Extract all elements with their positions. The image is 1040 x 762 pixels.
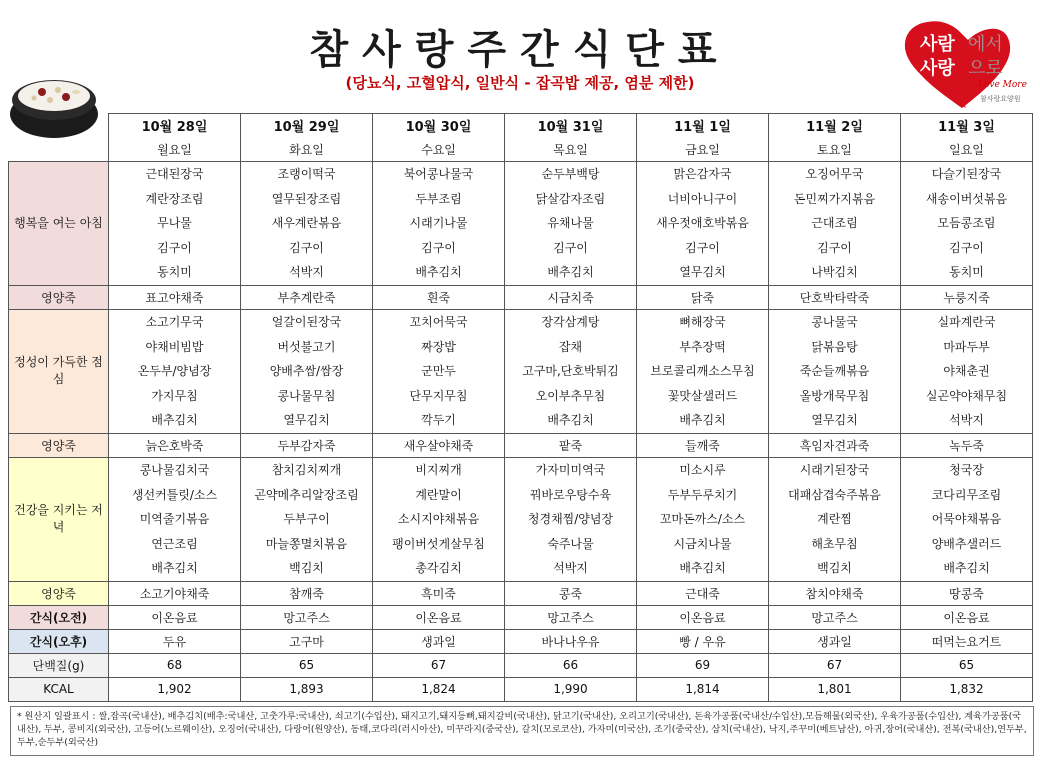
logo-org-name: 참사랑요양원 (980, 95, 1021, 103)
breakfast-dish: 근대된장국 (145, 167, 204, 181)
dinner-dish: 배추김치 (151, 561, 198, 576)
dinner-porridge: 근대죽 (637, 581, 769, 605)
day-weekday: 금요일 (637, 138, 769, 162)
breakfast-dish: 김구이 (157, 240, 192, 255)
breakfast-dish: 석박지 (289, 265, 324, 280)
lunch-dish: 야채비빔밥 (145, 339, 204, 354)
breakfast-dish: 나박김치 (811, 265, 858, 280)
lunch-porridge: 새우살야채죽 (373, 433, 505, 457)
lunch-dish: 소고기무국 (145, 314, 204, 329)
lunch-menu-cell (637, 309, 769, 433)
kcal-value: 1,824 (373, 677, 505, 701)
dinner-dish: 미소시루 (679, 462, 726, 477)
lunch-dish: 브로콜리깨소스무침 (650, 364, 755, 379)
breakfast-dish: 새우젓애호박볶음 (656, 216, 749, 231)
origin-footnote: * 원산지 일괄표시 : 쌀,잡곡(국내산), 배추김치(배추:국내산, 고춧가루:국내산), 쇠고기(수입산), 돼지고기,돼지등뼈,돼지갈비(국내산), 닭고기(국내산), 오리고기(국내산), 돈육가공품(국내산/수입산),모듬해물(외국산), 우육가공품(수입산), 계육가공품(국내산), 두부, 콩비지(외국산), 고등어(노르웨이산), 오징어(국내산), 다랑어(원양산), 동태,코다리(러시아산), 미꾸라지(중국산), 갈치(모로코산), 가자미(미국산), 조기(중국산), 삼치(국내산), 낙지,주꾸미(베트남산), 아귀,장어(국내산), 전복(국내산),연두부,두부,순두부(외국산) (10, 706, 1034, 756)
day-weekday: 일요일 (901, 138, 1033, 162)
breakfast-dish: 시래기나물 (409, 216, 468, 231)
lunch-dish: 잡채 (558, 339, 583, 354)
lunch-menu-cell (241, 309, 373, 433)
kcal-label: KCAL (9, 677, 109, 701)
breakfast-porridge: 누룽지죽 (901, 285, 1033, 309)
day-date: 10월 30일 (373, 114, 505, 138)
breakfast-porridge: 시금치죽 (505, 285, 637, 309)
breakfast-menu-cell (901, 162, 1033, 286)
day-date: 11월 2일 (769, 114, 901, 138)
breakfast-dish: 맑은감자국 (673, 167, 732, 181)
dinner-dish: 소시지야채볶음 (397, 512, 480, 527)
breakfast-dish: 열무김치 (679, 265, 726, 280)
breakfast-dish: 배추김치 (547, 265, 594, 280)
breakfast-dish: 근대조림 (811, 216, 858, 231)
lunch-dish: 꼬치어묵국 (409, 314, 468, 329)
page-subtitle: (당뇨식, 고혈압식, 일반식 - 잡곡밥 제공, 염분 제한) (345, 74, 695, 92)
breakfast-menu-cell (109, 162, 241, 286)
snack_pm-value: 바나나우유 (505, 629, 637, 653)
lunch-menu-cell (373, 309, 505, 433)
day-date: 11월 1일 (637, 114, 769, 138)
breakfast-dish: 배추김치 (415, 265, 462, 280)
dinner-dish: 백김치 (289, 561, 324, 576)
breakfast-dish: 유채나물 (547, 216, 594, 231)
lunch-dish: 야채춘권 (943, 364, 990, 379)
protein-value: 65 (901, 653, 1033, 677)
snack_pm-value: 떠먹는요거트 (901, 629, 1033, 653)
kcal-value: 1,990 (505, 677, 637, 701)
dinner-menu-cell (241, 457, 373, 581)
breakfast-porridge-label: 영양죽 (9, 285, 109, 309)
lunch-dish: 마파두부 (943, 339, 990, 354)
dinner-dish: 석박지 (553, 561, 588, 576)
breakfast-menu-cell (637, 162, 769, 286)
snack_am-value: 이온음료 (373, 605, 505, 629)
breakfast-label: 행복을 여는 아침 (9, 162, 109, 286)
breakfast-dish: 동치미 (157, 265, 192, 280)
dinner-dish: 두부두루치기 (667, 487, 738, 502)
dinner-menu-cell (637, 457, 769, 581)
breakfast-dish: 돈민찌가지볶음 (793, 191, 876, 206)
dinner-porridge: 땅콩죽 (901, 581, 1033, 605)
logo-tagline: Love More (978, 80, 1027, 90)
logo-text-2b: 으로 (968, 58, 1003, 79)
dinner-dish: 해초무침 (811, 536, 858, 551)
breakfast-dish: 김구이 (553, 240, 588, 255)
breakfast-menu-cell (241, 162, 373, 286)
snack_pm-value: 두유 (109, 629, 241, 653)
snack_pm-value: 생과일 (373, 629, 505, 653)
day-weekday: 토요일 (769, 138, 901, 162)
breakfast-dish: 조랭이떡국 (277, 167, 336, 181)
breakfast-dish: 닭살감자조림 (535, 191, 606, 206)
dinner-dish: 비지찌개 (415, 462, 462, 477)
kcal-value: 1,893 (241, 677, 373, 701)
day-weekday: 목요일 (505, 138, 637, 162)
lunch-menu-cell (769, 309, 901, 433)
day-weekday: 수요일 (373, 138, 505, 162)
day-weekday: 월요일 (109, 138, 241, 162)
dinner-menu-cell (373, 457, 505, 581)
lunch-menu-cell (109, 309, 241, 433)
dinner-porridge: 콩죽 (505, 581, 637, 605)
snack_pm-value: 생과일 (769, 629, 901, 653)
dinner-dish: 두부구이 (283, 512, 330, 527)
day-date: 11월 3일 (901, 114, 1033, 138)
dinner-dish: 총각김치 (415, 561, 462, 576)
header-corner-2 (9, 138, 109, 162)
snack_am-value: 이온음료 (109, 605, 241, 629)
lunch-porridge: 두부감자죽 (241, 433, 373, 457)
dinner-dish: 백김치 (817, 561, 852, 576)
dinner-dish: 코다리무조림 (931, 487, 1002, 502)
protein-value: 67 (769, 653, 901, 677)
lunch-dish: 짜장밥 (421, 339, 456, 354)
breakfast-menu-cell (373, 162, 505, 286)
lunch-dish: 뼈해장국 (679, 314, 726, 329)
lunch-dish: 죽순들깨볶음 (799, 364, 870, 379)
lunch-dish: 단무지무침 (409, 388, 468, 403)
dinner-dish: 연근조림 (151, 536, 198, 551)
snack_am-value: 망고주스 (769, 605, 901, 629)
dinner-menu-cell (901, 457, 1033, 581)
dinner-dish: 배추김치 (943, 561, 990, 576)
lunch-label: 정성이 가득한 점심 (9, 309, 109, 433)
header-corner (9, 114, 109, 138)
breakfast-dish: 북어콩나물국 (403, 167, 474, 181)
lunch-dish: 부추장떡 (679, 339, 726, 354)
lunch-porridge: 녹두죽 (901, 433, 1033, 457)
dinner-dish: 시금치나물 (673, 536, 732, 551)
lunch-dish: 고구마,단호박튀김 (522, 364, 619, 379)
breakfast-dish: 계란장조림 (145, 191, 204, 206)
breakfast-dish: 열무된장조림 (271, 191, 342, 206)
dinner-menu-cell (769, 457, 901, 581)
lunch-dish: 실파계란국 (937, 314, 996, 329)
lunch-dish: 꽃맛살샐러드 (667, 388, 738, 403)
breakfast-dish: 너비아니구이 (667, 191, 738, 206)
dinner-porridge-label: 영양죽 (9, 581, 109, 605)
org-logo (898, 18, 1034, 110)
lunch-dish: 양배추쌈/쌈장 (269, 364, 344, 379)
dinner-porridge: 참치야채죽 (769, 581, 901, 605)
dinner-dish: 시래기된장국 (799, 462, 870, 477)
breakfast-dish: 새송이버섯볶음 (925, 191, 1008, 206)
dinner-dish: 꿔바로우탕수육 (529, 487, 612, 502)
breakfast-menu-cell (769, 162, 901, 286)
breakfast-porridge: 부추계란죽 (241, 285, 373, 309)
dinner-dish: 가자미미역국 (535, 462, 606, 477)
lunch-dish: 올방개묵무침 (799, 388, 870, 403)
snack_am-value: 이온음료 (637, 605, 769, 629)
breakfast-dish: 무나물 (157, 216, 192, 231)
lunch-porridge: 팥죽 (505, 433, 637, 457)
lunch-dish: 열무김치 (811, 413, 858, 428)
lunch-dish: 얼갈이된장국 (271, 314, 342, 329)
dinner-dish: 어묵야채볶음 (931, 512, 1002, 527)
dinner-dish: 계란찜 (817, 512, 852, 527)
snack_pm-value: 고구마 (241, 629, 373, 653)
snack_am-value: 망고주스 (505, 605, 637, 629)
snack_am-value: 망고주스 (241, 605, 373, 629)
protein-value: 69 (637, 653, 769, 677)
lunch-dish: 배추김치 (151, 413, 198, 428)
dinner-dish: 팽이버섯게살무침 (392, 536, 485, 551)
kcal-value: 1,902 (109, 677, 241, 701)
breakfast-dish: 김구이 (289, 240, 324, 255)
breakfast-dish: 동치미 (949, 265, 984, 280)
day-weekday: 화요일 (241, 138, 373, 162)
day-date: 10월 31일 (505, 114, 637, 138)
breakfast-porridge: 단호박타락죽 (769, 285, 901, 309)
dinner-porridge: 소고기야채죽 (109, 581, 241, 605)
lunch-menu-cell (901, 309, 1033, 433)
lunch-dish: 배추김치 (547, 413, 594, 428)
breakfast-dish: 김구이 (817, 240, 852, 255)
protein-value: 68 (109, 653, 241, 677)
breakfast-dish: 김구이 (421, 240, 456, 255)
dinner-dish: 청국장 (949, 462, 984, 477)
lunch-porridge-label: 영양죽 (9, 433, 109, 457)
dinner-label: 건강을 지키는 저녁 (9, 457, 109, 581)
kcal-value: 1,814 (637, 677, 769, 701)
breakfast-dish: 모듬콩조림 (937, 216, 996, 231)
dinner-dish: 생선커틀릿/소스 (131, 487, 218, 502)
breakfast-dish: 두부조림 (415, 191, 462, 206)
logo-text-1b: 에서 (968, 34, 1003, 55)
breakfast-porridge: 흰죽 (373, 285, 505, 309)
lunch-dish: 장각삼계탕 (541, 314, 600, 329)
dinner-dish: 참치김치찌개 (271, 462, 342, 477)
lunch-dish: 콩나물무침 (277, 388, 336, 403)
dinner-dish: 마늘쫑멸치볶음 (265, 536, 348, 551)
dinner-porridge: 참깨죽 (241, 581, 373, 605)
kcal-value: 1,832 (901, 677, 1033, 701)
snack_am-label: 간식(오전) (9, 605, 109, 629)
dinner-menu-cell (109, 457, 241, 581)
breakfast-dish: 새우계란볶음 (271, 216, 342, 231)
lunch-dish: 실곤약야채무침 (925, 388, 1008, 403)
day-date: 10월 29일 (241, 114, 373, 138)
lunch-dish: 닭볶음탕 (811, 339, 858, 354)
dinner-dish: 콩나물김치국 (139, 462, 210, 477)
dinner-dish: 꼬마돈까스/소스 (659, 512, 746, 527)
logo-text-1a: 사람 (920, 34, 955, 55)
snack_pm-label: 간식(오후) (9, 629, 109, 653)
dinner-dish: 청경채찜/양념장 (527, 512, 614, 527)
lunch-dish: 배추김치 (679, 413, 726, 428)
lunch-dish: 열무김치 (283, 413, 330, 428)
protein-value: 67 (373, 653, 505, 677)
snack_pm-value: 빵 / 우유 (637, 629, 769, 653)
breakfast-dish: 다슬기된장국 (931, 167, 1002, 181)
lunch-dish: 콩나물국 (811, 314, 858, 329)
lunch-dish: 오이부추무침 (535, 388, 606, 403)
dinner-dish: 양배추샐러드 (931, 536, 1002, 551)
dinner-dish: 배추김치 (679, 561, 726, 576)
lunch-porridge: 흑임자견과죽 (769, 433, 901, 457)
protein-value: 66 (505, 653, 637, 677)
lunch-dish: 석박지 (949, 413, 984, 428)
lunch-porridge: 늙은호박죽 (109, 433, 241, 457)
lunch-dish: 온두부/양념장 (137, 364, 212, 379)
day-date: 10월 28일 (109, 114, 241, 138)
logo-text-2a: 사랑 (920, 58, 955, 79)
dinner-dish: 대패삼겹숙주볶음 (788, 487, 881, 502)
lunch-dish: 깍두기 (421, 413, 456, 428)
kcal-value: 1,801 (769, 677, 901, 701)
breakfast-porridge: 닭죽 (637, 285, 769, 309)
page-title: 참사랑주간식단표 (309, 27, 731, 73)
breakfast-porridge: 표고야채죽 (109, 285, 241, 309)
lunch-porridge: 들깨죽 (637, 433, 769, 457)
breakfast-dish: 오징어무국 (805, 167, 864, 181)
dinner-dish: 계란말이 (415, 487, 462, 502)
dinner-dish: 곤약메추리알장조림 (254, 487, 359, 502)
dinner-dish: 미역줄기볶음 (139, 512, 210, 527)
breakfast-dish: 순두부백탕 (541, 167, 600, 181)
lunch-dish: 가지무침 (151, 388, 198, 403)
lunch-dish: 군만두 (421, 364, 456, 379)
protein-label: 단백질(g) (9, 653, 109, 677)
lunch-dish: 버섯불고기 (277, 339, 336, 354)
protein-value: 65 (241, 653, 373, 677)
dinner-porridge: 흑미죽 (373, 581, 505, 605)
breakfast-dish: 김구이 (685, 240, 720, 255)
breakfast-menu-cell (505, 162, 637, 286)
lunch-menu-cell (505, 309, 637, 433)
dinner-dish: 숙주나물 (547, 536, 594, 551)
snack_am-value: 이온음료 (901, 605, 1033, 629)
breakfast-dish: 김구이 (949, 240, 984, 255)
weekly-menu-table (8, 113, 1033, 702)
dinner-menu-cell (505, 457, 637, 581)
